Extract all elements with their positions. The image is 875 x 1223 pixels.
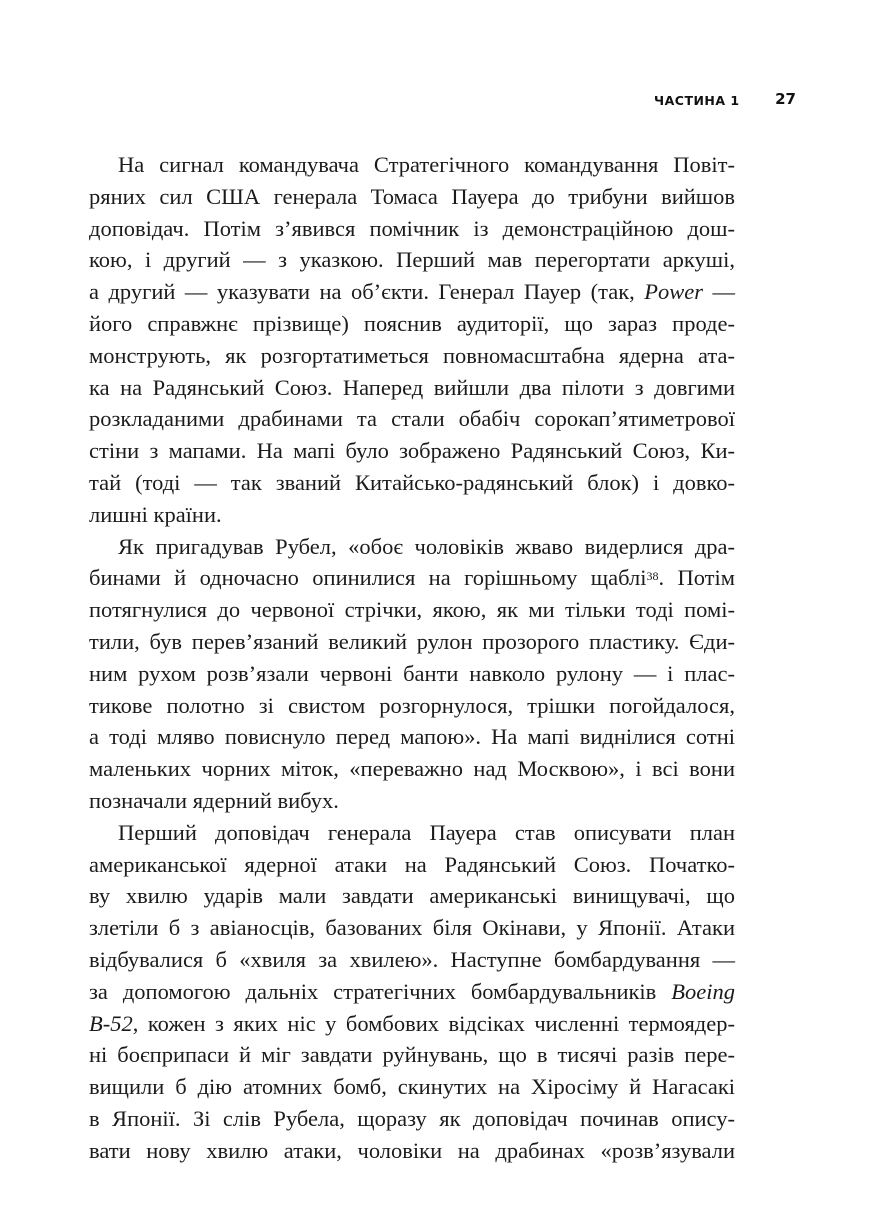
text-line: а другий — указувати на об’єкти. Генерал Пауер (так, Power — [89,279,736,305]
text-line: потягнулися до червоної стрічки, якою, як ми тільки тоді помі- [89,597,735,623]
text-line: Перший доповідач генерала Пауера став описувати план [118,819,735,845]
text-line: тикове полотно зі свистом розгорнулося, трішки погойдалося, [89,692,735,718]
text-line: відбувалися б «хвиля за хвилею». Наступне бомбардування — [89,946,735,972]
text-line: ряних сил США генерала Томаса Пауера до трибуни вийшов [89,183,735,209]
text-line: лишні країни. [89,501,222,527]
footnote-ref[interactable]: 38 [646,569,659,584]
text-line: ву хвилю ударів мали завдати американські винищувачі, що [89,883,735,909]
text-line: за допомогою дальніх стратегічних бомбардувальників Boeing [89,978,735,1004]
text-line: Як пригадував Рубел, «обоє чоловіків жваво видерлися дра- [118,533,735,559]
text-line: ка на Радянський Союз. Наперед вийшли два пілоти з довгими [89,374,735,400]
text-line: На сигнал командувача Стратегічного командування Повіт- [118,152,735,177]
text-line: позначали ядерний вибух. [89,787,339,813]
italic-word: Power [644,279,704,305]
text-line: вати нову хвилю атаки, чоловіки на драбинах «розв’язували [89,1137,735,1163]
text-line: а тоді мляво повиснуло перед мапою». На мапі виднілися сотні [89,724,735,750]
text-line: маленьких чорних міток, «переважно над Москвою», і всі вони [89,756,735,782]
text-line: доповідач. Потім з’явився помічник із демонстраційною дош- [89,215,735,241]
text-line: ним рухом розв’язали червоні банти навколо рулону — і плас- [89,660,735,686]
text-line: B-52, кожен з яких ніс у бомбових відсіках численні термоядер- [89,1010,735,1036]
text-line: вищили б дію атомних бомб, скинутих на Хіросіму й Нагасакі [89,1074,735,1100]
text-line: в Японії. Зі слів Рубела, щоразу як доповідач починав опису- [89,1105,735,1131]
text-line: кою, і другий — з указкою. Перший мав перегортати аркуші, [89,247,735,273]
italic-word: Boeing [671,978,735,1004]
text-line: розкладаними драбинами та стали обабіч сорокап’ятиметрової [89,406,735,432]
running-head: ЧАСТИНА 1 [654,93,740,108]
text-line: злетіли б з авіаносців, базованих біля Окінави, у Японії. Атаки [89,915,735,941]
text-line: ні боєприпаси й міг завдати руйнувань, що в тисячі разів пере- [89,1042,735,1068]
text-line: американської ядерної атаки на Радянський Союз. Початко- [89,851,735,877]
text-line: тили, був перев’язаний великий рулон прозорого пластику. Єди- [89,628,735,654]
page-number: 27 [775,90,796,108]
text-line: тай (тоді — так званий Китайсько-радянський блок) і довко- [89,469,735,495]
text-line: бинами й одночасно опинилися на горішньому щаблі$^{38}$. Потім [89,565,735,591]
italic-word: B-52 [89,1010,133,1036]
text-line: його справжнє прізвище) пояснив аудиторії, що зараз проде- [89,310,735,336]
page-header [600,90,796,112]
text-line: стіни з мапами. На мапі було зображено Радянський Союз, Ки- [89,438,735,464]
body-text [89,149,735,1167]
text-line: монструють, як розгортатиметься повномасштабна ядерна ата- [89,342,735,368]
